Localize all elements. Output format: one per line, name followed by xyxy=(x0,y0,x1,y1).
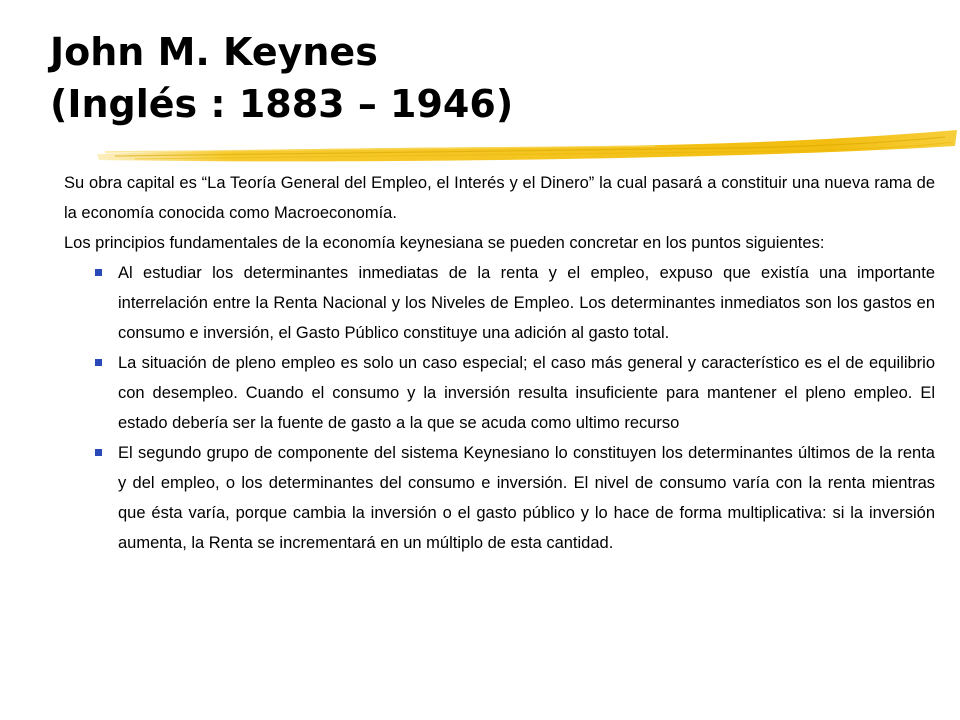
bullet-text: La situación de pleno empleo es solo un caso especial; el caso más general y característico es el de equilibrio con desempleo. Cuando el consumo y la inversión resulta insuficiente para mantener el pleno empleo. El estado debería ser la fuente de gasto a la que se acuda como ultimo recurso xyxy=(118,354,935,432)
intro-paragraph: Su obra capital es “La Teoría General del Empleo, el Interés y el Dinero” la cual pasará a constituir una nueva rama de la economía conocida como Macroeconomía. xyxy=(64,174,935,222)
title-line-2: (Inglés : 1883 – 1946) xyxy=(50,82,514,126)
bullet-list xyxy=(64,258,935,558)
highlighter-swoosh xyxy=(95,126,960,174)
bullet-text: Al estudiar los determinantes inmediatas de la renta y el empleo, expuso que existía una importante interrelación entre la Renta Nacional y los Niveles de Empleo. Los determinantes inmediatos son los gastos en consumo e inversión, el Gasto Público constituye una adición al gasto total. xyxy=(118,264,935,342)
intro-paragraph: Los principios fundamentales de la economía keynesiana se pueden concretar en los puntos siguientes: xyxy=(64,234,825,252)
title-line-1: John M. Keynes xyxy=(50,30,378,74)
bullet-point xyxy=(64,438,935,558)
slide-body xyxy=(64,168,935,558)
square-bullet-icon xyxy=(95,359,102,366)
slide-title xyxy=(50,26,513,130)
bullet-text: El segundo grupo de componente del sistema Keynesiano lo constituyen los determinantes últimos de la renta y del empleo, o los determinantes del consumo e inversión. El nivel de consumo varía con la renta mientras que ésta varía, porque cambia la inversión o el gasto público y lo hace de forma multiplicativa: si la inversión aumenta, la Renta se incrementará en un múltiplo de esta cantidad. xyxy=(118,444,935,552)
square-bullet-icon xyxy=(95,449,102,456)
square-bullet-icon xyxy=(95,269,102,276)
bullet-point xyxy=(64,348,935,438)
bullet-point xyxy=(64,258,935,348)
